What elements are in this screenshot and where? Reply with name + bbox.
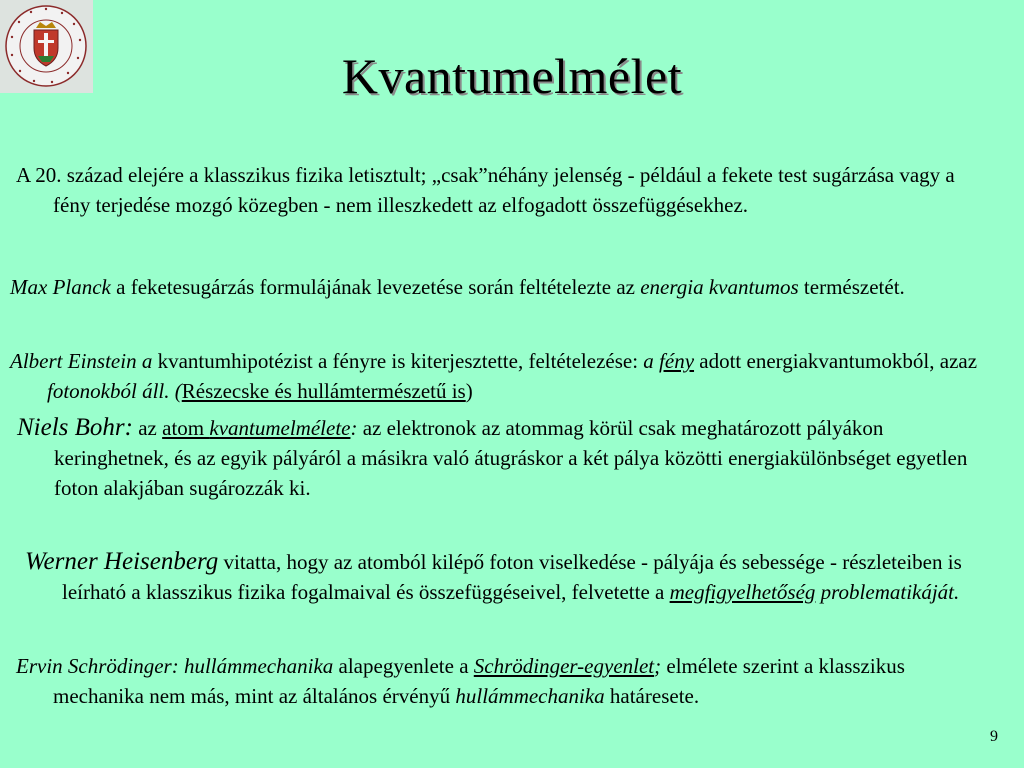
bohr-text: az elektronok az atommag körül csak meghatározott pályákon keringhetnek, és az egyik pályáról a másikra való átugráskor a két pálya közötti energiakülönbséget egyetlen foton alakjában sugározzák ki. xyxy=(54,416,968,500)
paragraph-intro xyxy=(16,160,993,220)
einstein-name: Albert Einstein a xyxy=(10,349,153,373)
heisenberg-name: Werner Heisenberg xyxy=(25,548,219,575)
einstein-text: kvantumhipotézist a fényre is kiterjesztette, feltételezése: xyxy=(152,349,644,373)
paragraph-bohr xyxy=(17,413,974,503)
paragraph-schrodinger xyxy=(16,651,998,711)
bohr-atom-link[interactable]: atom xyxy=(162,416,210,440)
page-number: 9 xyxy=(990,728,998,745)
planck-text-end: természetét. xyxy=(798,275,905,299)
heisenberg-text: vitatta, hogy az atomból kilépő foton viselkedése - pályája és sebessége - részleteiben is leírható a klasszikus fizika fogalmaival és összefüggéseivel, felvetette a xyxy=(62,550,962,604)
einstein-close-paren: ) xyxy=(465,379,473,403)
schrodinger-name: Ervin Schrödinger: hullámmechanika xyxy=(16,654,334,678)
intro-text: A 20. század elejére a klasszikus fizika letisztult; „csak”néhány jelenség - például a fekete test sugárzása vagy a fény terjedése mozgó közegben - nem illeszkedett az elfogadott összefüggésekhez. xyxy=(16,163,955,217)
planck-energy-quantum: energia kvantumos xyxy=(640,275,799,299)
paragraph-einstein xyxy=(10,346,1007,406)
einstein-light-link[interactable]: fény xyxy=(659,349,695,373)
slide-title: Kvantumelmélet xyxy=(341,48,683,104)
schrodinger-equation-link[interactable]: Schrödinger-egyenlet xyxy=(473,654,655,678)
paragraph-planck xyxy=(10,272,987,302)
bohr-az: az xyxy=(132,416,163,440)
schrodinger-text: alapegyenlete a xyxy=(333,654,474,678)
einstein-a: a xyxy=(643,349,660,373)
einstein-wave-particle-link[interactable]: Részecske és hullámtermészetű is xyxy=(181,379,466,403)
schrodinger-wave-mechanics: hullámmechanika xyxy=(455,684,605,708)
einstein-photons: fotonokból áll. ( xyxy=(47,379,182,403)
heisenberg-observability-link[interactable]: megfigyelhetőség xyxy=(669,580,816,604)
bohr-colon: : xyxy=(350,416,358,440)
planck-text: a feketesugárzás formulájának levezetése során feltételezte az xyxy=(110,275,641,299)
bohr-name: Niels Bohr: xyxy=(17,414,133,441)
schrodinger-text-2: elmélete szerint a klasszikus mechanika nem más, mint az általános érvényű xyxy=(53,654,905,708)
heisenberg-problem: problematikáját. xyxy=(815,580,960,604)
planck-name: Max Planck xyxy=(10,275,111,299)
schrodinger-semicolon: ; xyxy=(654,654,662,678)
einstein-text-2: adott energiakvantumokból, azaz xyxy=(694,349,978,373)
paragraph-heisenberg xyxy=(25,547,982,607)
schrodinger-text-end: határesete. xyxy=(604,684,700,708)
bohr-quantum-theory-link[interactable]: kvantumelmélete xyxy=(209,416,351,440)
